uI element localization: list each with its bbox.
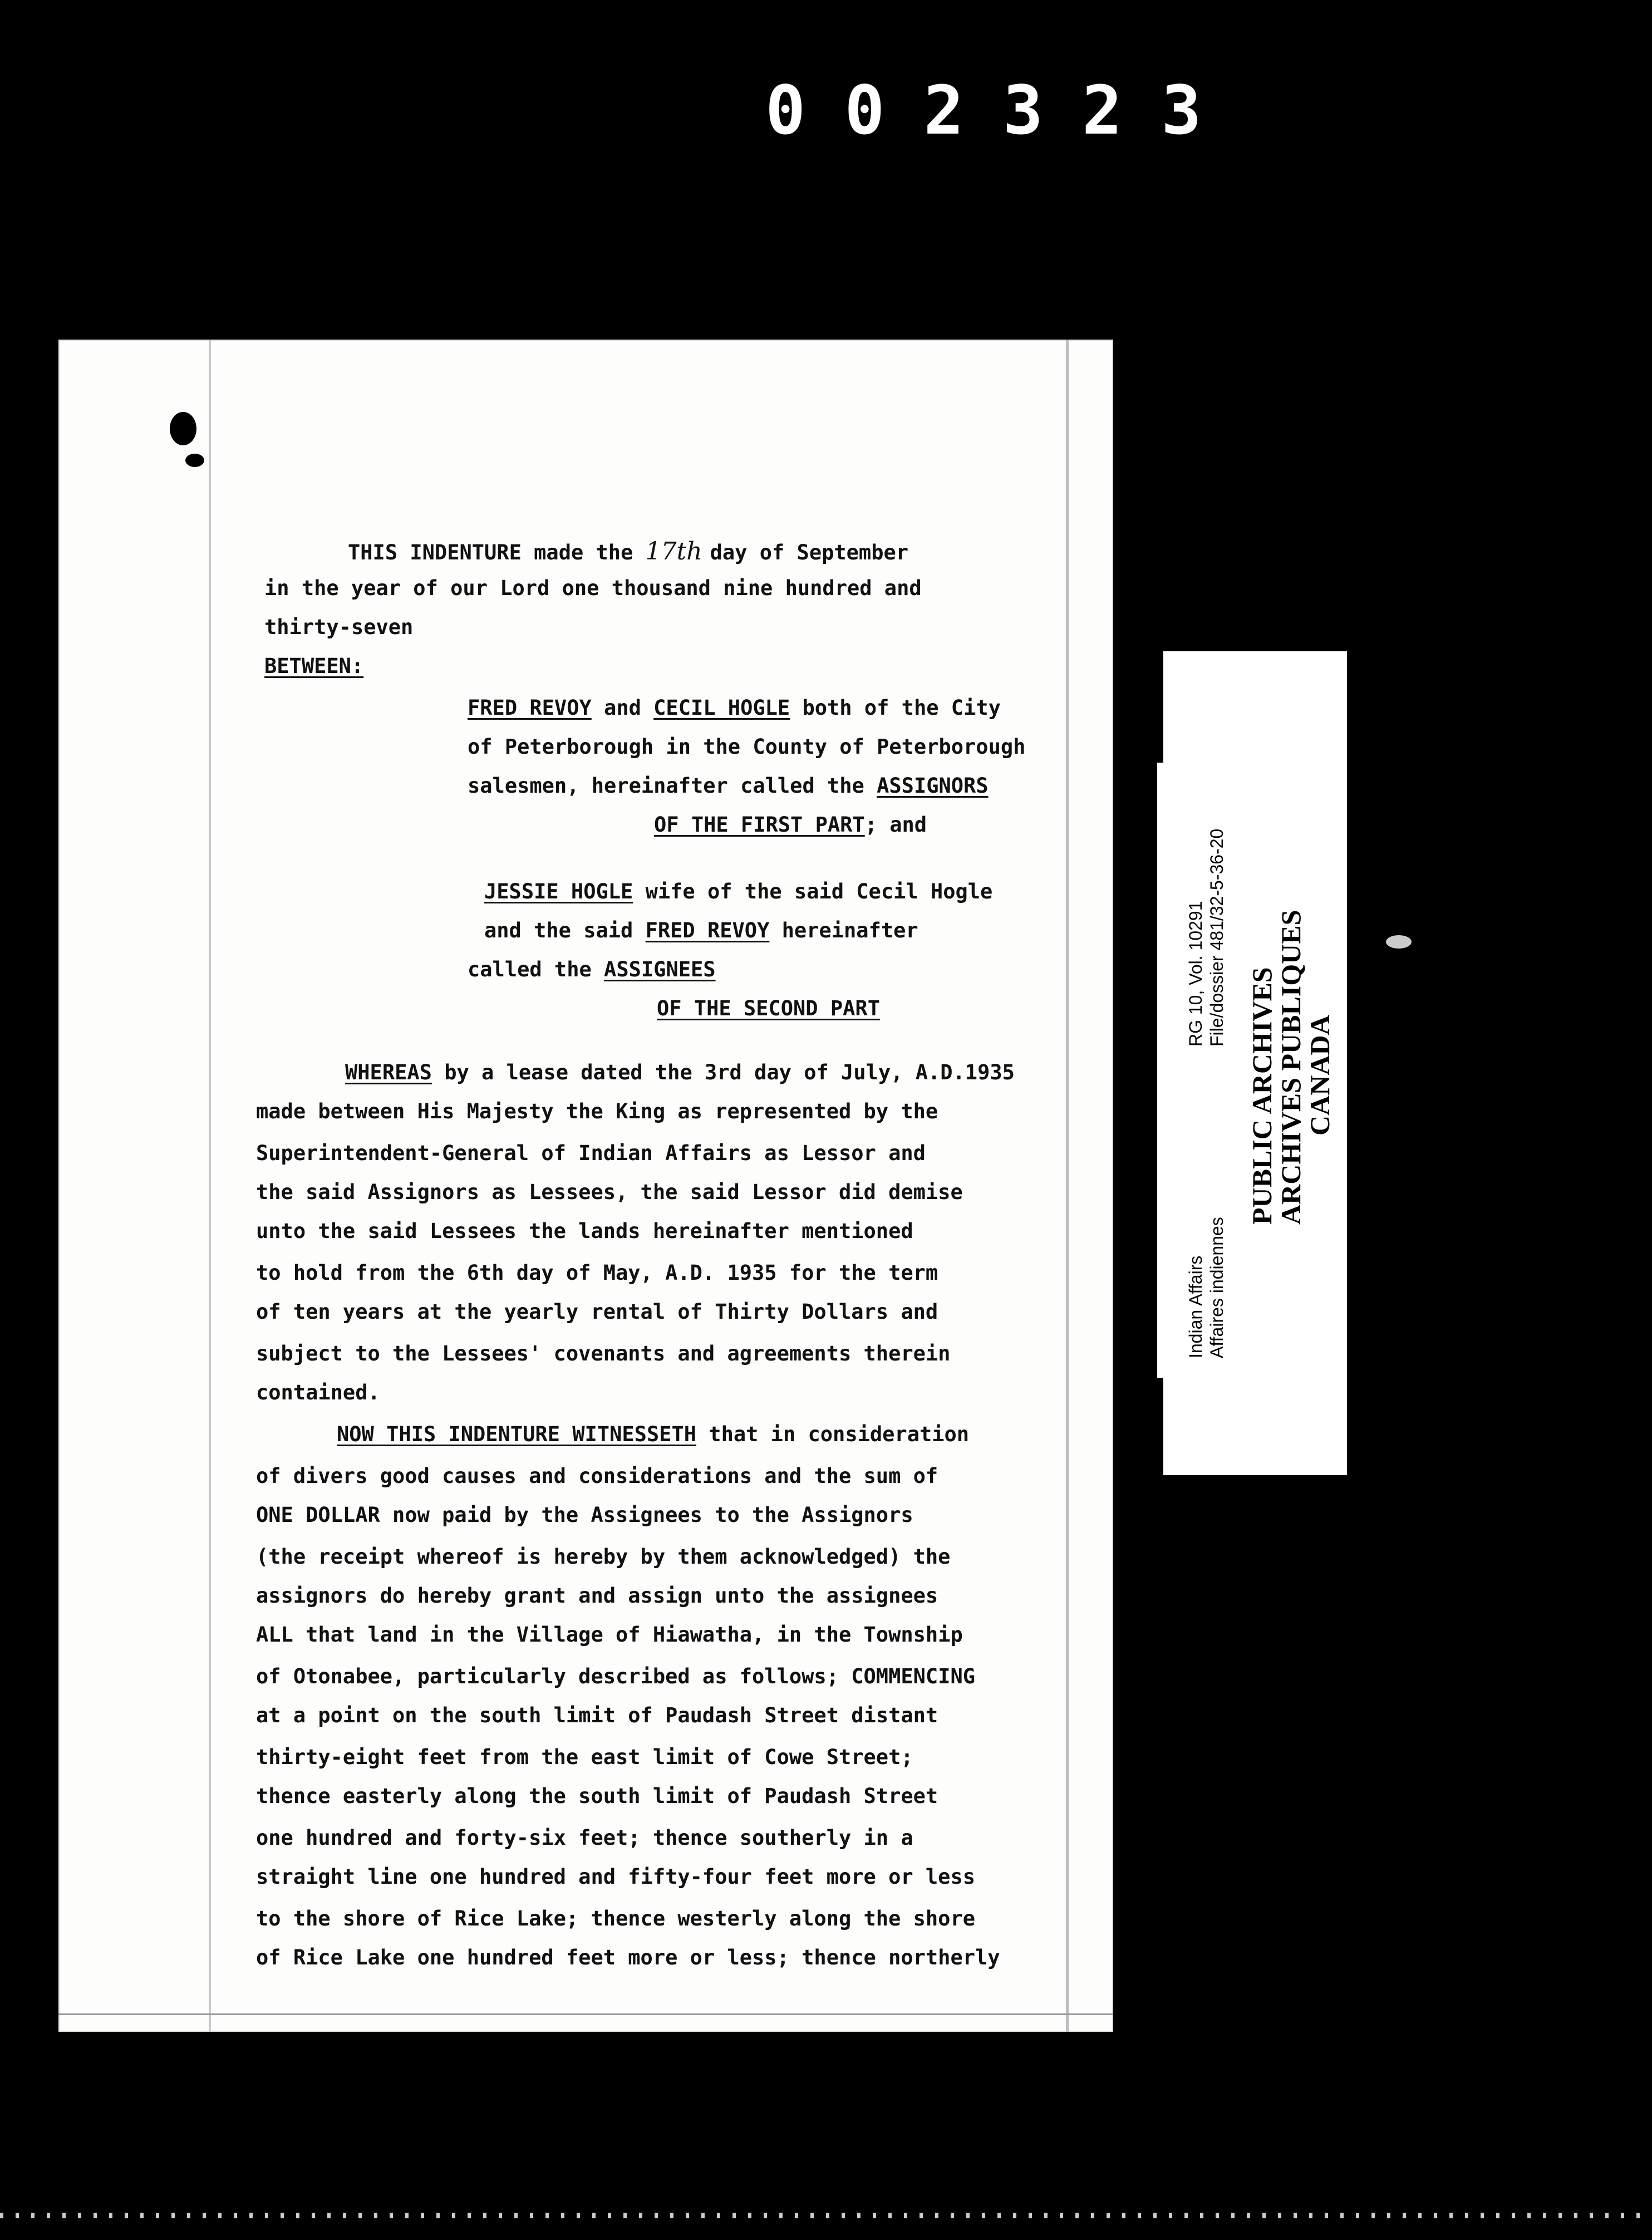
line-text: the said Assignors as Lessees, the said Lessor did demise	[256, 1180, 963, 1204]
label-department-fr: Affaires indiennes	[1207, 1217, 1227, 1358]
label-department-en: Indian Affairs	[1186, 1255, 1206, 1358]
line-text: to the shore of Rice Lake; thence westerly along the shore	[256, 1907, 976, 1930]
underlined-term: ASSIGNORS	[877, 774, 989, 798]
line-text: ONE DOLLAR now paid by the Assignees to the Assignors	[256, 1503, 913, 1527]
document-line	[484, 880, 992, 903]
underlined-term: WHEREAS	[345, 1060, 432, 1084]
line-text: of Peterborough in the County of Peterborough	[468, 735, 1026, 759]
line-text: ALL that land in the Village of Hiawatha, in the Township	[256, 1623, 963, 1647]
document-line	[256, 1464, 938, 1488]
document-line	[264, 654, 363, 678]
document-line	[256, 1907, 975, 1930]
line-text: thence easterly along the south limit of Paudash Street	[256, 1784, 938, 1808]
line-text: at a point on the south limit of Paudash Street distant	[256, 1703, 938, 1727]
line-text: called the	[468, 957, 604, 981]
document-line	[264, 576, 922, 600]
line-text: THIS INDENTURE made the	[348, 541, 646, 564]
film-speck	[1386, 935, 1412, 949]
line-text: ; and	[864, 813, 927, 837]
document-line	[256, 1703, 938, 1727]
line-text: hereinafter	[769, 918, 918, 942]
document-line	[256, 1865, 975, 1889]
line-text: by a lease dated the 3rd day of July, A.D.1935	[431, 1060, 1015, 1084]
document-line	[256, 1300, 938, 1324]
document-line	[256, 1503, 913, 1527]
line-text: of Otonabee, particularly described as follows; COMMENCING	[256, 1664, 976, 1688]
document-line	[345, 1060, 1015, 1084]
indenture-text	[58, 340, 1113, 2032]
document-line	[468, 696, 1001, 720]
line-text: unto the said Lessees the lands hereinafter mentioned	[256, 1219, 913, 1243]
line-text: that in consideration	[696, 1422, 970, 1446]
document-line	[256, 1219, 913, 1243]
document-line	[256, 1946, 1000, 1969]
document-line	[264, 615, 413, 639]
label-archives-en: PUBLIC ARCHIVES	[1246, 967, 1277, 1225]
document-line	[256, 1261, 938, 1285]
document-line	[654, 813, 927, 837]
line-text: Superintendent-General of Indian Affairs as Lessor and	[256, 1141, 926, 1165]
document-line	[348, 537, 908, 566]
document-line	[256, 1784, 938, 1808]
line-text: of Rice Lake one hundred feet more or less; thence northerly	[256, 1946, 1000, 1969]
line-text: assignors do hereby grant and assign unto the assignees	[256, 1584, 938, 1608]
document-page	[58, 340, 1113, 2032]
document-line	[256, 1584, 938, 1608]
document-line	[468, 735, 1025, 759]
line-text: (the receipt whereof is hereby by them acknowledged) the	[256, 1545, 951, 1569]
line-text: in the year of our Lord one thousand nine hundred and	[264, 576, 922, 600]
line-text: thirty-seven	[264, 615, 414, 639]
underlined-term: NOW THIS INDENTURE WITNESSETH	[337, 1422, 697, 1446]
document-line	[256, 1745, 913, 1769]
line-text: contained.	[256, 1381, 380, 1404]
document-line	[256, 1381, 380, 1404]
label-reference: RG 10, Vol. 10291	[1186, 901, 1206, 1047]
line-text: and the said	[484, 918, 646, 942]
document-line	[256, 1141, 926, 1165]
line-text: of ten years at the yearly rental of Thirty Dollars and	[256, 1300, 938, 1324]
underlined-term: OF THE FIRST PART	[654, 813, 865, 837]
line-text: salesmen, hereinafter called the	[468, 774, 877, 798]
document-line	[337, 1422, 969, 1446]
line-text: both of the City	[790, 696, 1001, 720]
line-text: of divers good causes and considerations and the sum of	[256, 1464, 938, 1488]
document-line	[256, 1623, 963, 1647]
underlined-term: ASSIGNEES	[604, 957, 716, 981]
microfilm-frame-number: 002323	[765, 72, 1241, 150]
underlined-term: OF THE SECOND PART	[657, 996, 880, 1020]
label-file-number: File/dossier 481/32-5-36-20	[1207, 828, 1227, 1047]
document-line	[256, 1180, 963, 1204]
line-text: to hold from the 6th day of May, A.D. 1935 for the term	[256, 1261, 938, 1285]
underlined-term: FRED REVOY	[645, 918, 770, 942]
line-text: one hundred and forty-six feet; thence southerly in a	[256, 1826, 913, 1850]
handwritten-day: 17th	[645, 537, 710, 566]
underlined-term: BETWEEN:	[264, 654, 364, 678]
underlined-term: CECIL HOGLE	[653, 696, 790, 720]
document-line	[256, 1099, 938, 1123]
underlined-term: FRED REVOY	[468, 696, 592, 720]
line-text: thirty-eight feet from the east limit of Cowe Street;	[256, 1745, 913, 1769]
line-text: subject to the Lessees' covenants and agreements therein	[256, 1342, 951, 1365]
label-country: CANADA	[1304, 1015, 1335, 1136]
document-line	[468, 774, 989, 798]
document-line	[484, 918, 918, 942]
line-text: wife of the said Cecil Hogle	[633, 880, 993, 903]
label-archives-fr: ARCHIVES PUBLIQUES	[1275, 910, 1306, 1225]
line-text: made between His Majesty the King as represented by the	[256, 1099, 938, 1123]
document-line	[256, 1664, 975, 1688]
underlined-term: JESSIE HOGLE	[484, 880, 633, 903]
document-line	[468, 957, 716, 981]
document-line	[657, 996, 880, 1020]
line-text: and	[591, 696, 654, 720]
film-edge	[0, 2213, 1652, 2218]
document-line	[256, 1342, 950, 1365]
document-line	[256, 1545, 950, 1569]
document-line	[256, 1826, 913, 1850]
line-text: day of September	[710, 541, 909, 564]
line-text: straight line one hundred and fifty-four feet more or less	[256, 1865, 976, 1889]
